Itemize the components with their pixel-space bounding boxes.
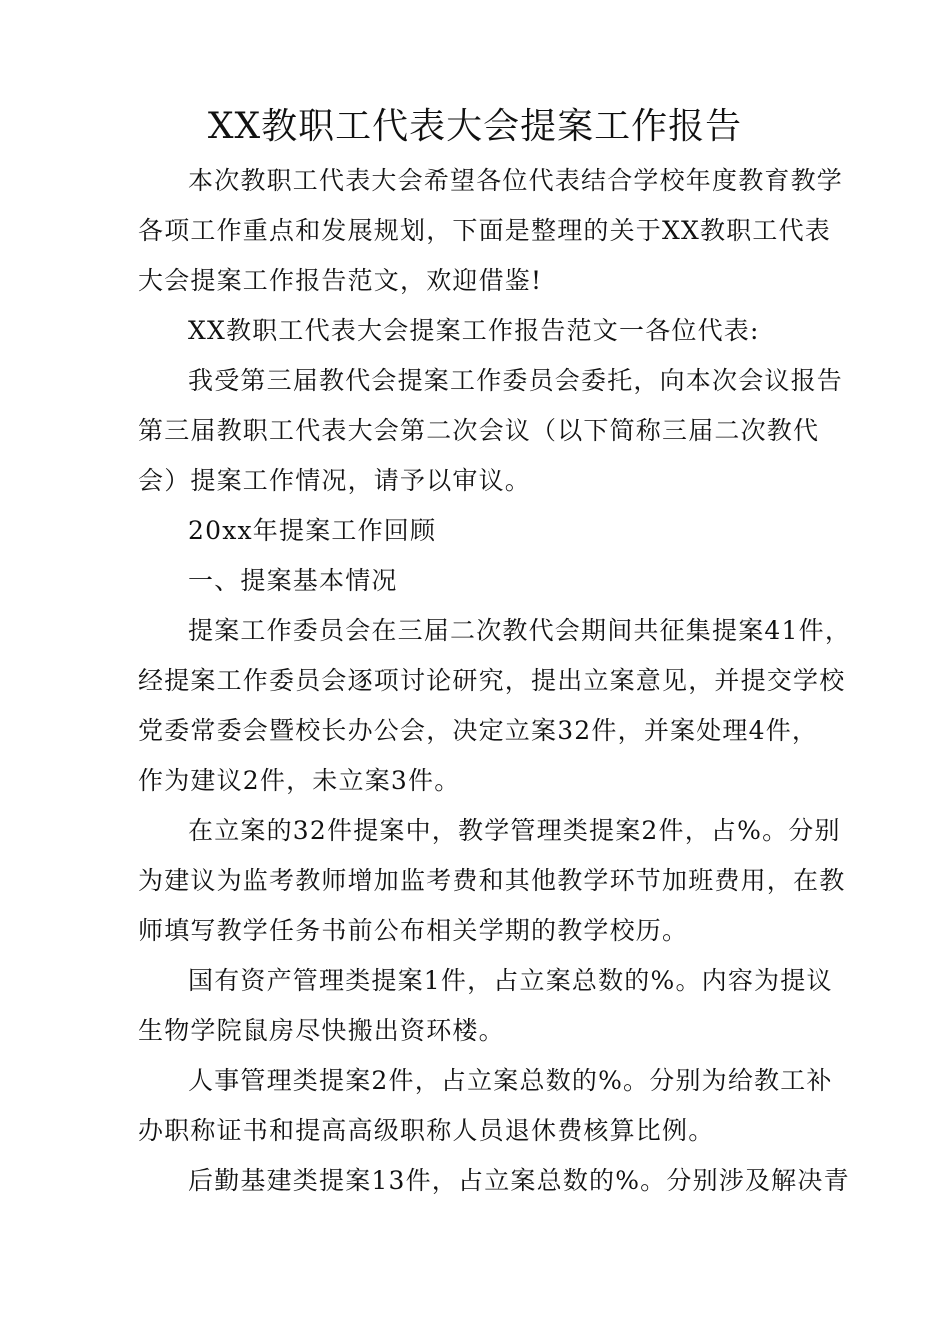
text-line: 师填写教学任务书前公布相关学期的教学校历。	[138, 916, 689, 945]
text-line: 本次教职工代表大会希望各位代表结合学校年度教育教学	[188, 166, 844, 195]
text-line: 提案工作委员会在三届二次教代会期间共征集提案41件，	[188, 616, 852, 645]
text-line: 后勤基建类提案13件，占立案总数的%。分别涉及解决青	[188, 1166, 850, 1195]
text-line: 国有资产管理类提案1件，占立案总数的%。内容为提议	[188, 966, 833, 995]
text-line: 我受第三届教代会提案工作委员会委托，向本次会议报告	[188, 366, 844, 395]
text-line: 生物学院鼠房尽快搬出资环楼。	[138, 1016, 505, 1045]
text-line: 第三届教职工代表大会第二次会议（以下简称三届二次教代	[138, 416, 820, 445]
section-heading: 20xx年提案工作回顾	[188, 516, 437, 545]
text-line: 办职称证书和提高高级职称人员退休费核算比例。	[138, 1116, 715, 1145]
text-line: 党委常委会暨校长办公会，决定立案32件，并案处理4件，	[138, 716, 819, 745]
text-line: 大会提案工作报告范文，欢迎借鉴!	[138, 266, 543, 295]
text-line: XX教职工代表大会提案工作报告范文一各位代表:	[188, 316, 760, 345]
text-line: 作为建议2件，未立案3件。	[138, 766, 461, 795]
text-line: 为建议为监考教师增加监考费和其他教学环节加班费用，在教	[138, 866, 846, 895]
text-line: 人事管理类提案2件，占立案总数的%。分别为给教工补	[188, 1066, 833, 1095]
text-line: 经提案工作委员会逐项讨论研究，提出立案意见，并提交学校	[138, 666, 846, 695]
text-line: 在立案的32件提案中，教学管理类提案2件，占%。分别	[188, 816, 841, 845]
text-line: 各项工作重点和发展规划，下面是整理的关于XX教职工代表	[138, 216, 831, 245]
text-line: 会）提案工作情况，请予以审议。	[138, 466, 532, 495]
section-heading: 一、提案基本情况	[188, 566, 398, 595]
document-title: XX教职工代表大会提案工作报告	[207, 106, 743, 147]
